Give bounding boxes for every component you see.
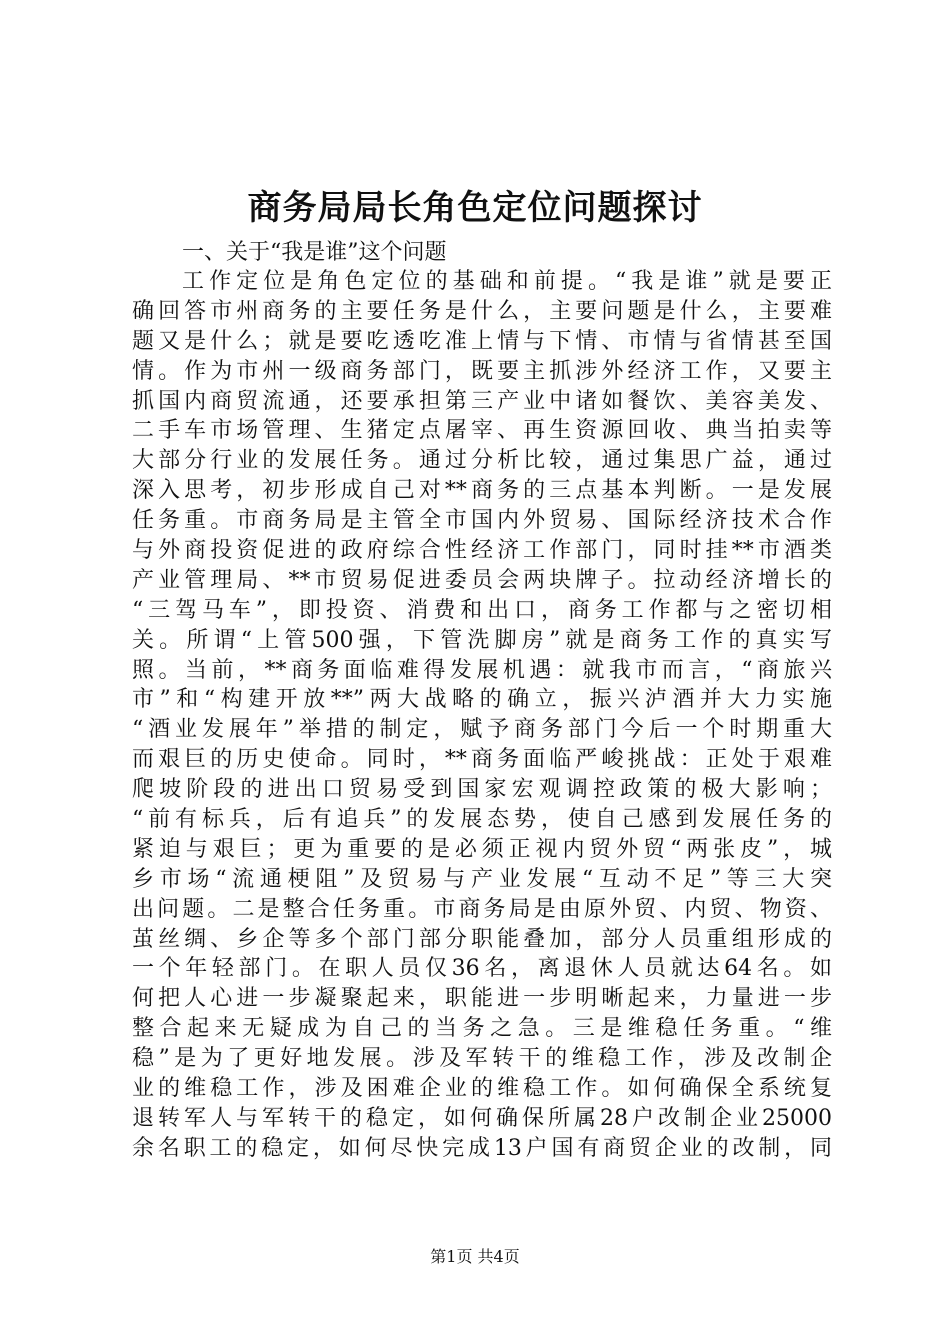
body-line: 产业管理局、**市贸易促进委员会两块牌子。拉动经济增长的: [132, 567, 832, 593]
body-line: 二手车市场管理、生猪定点屠宰、再生资源回收、典当拍卖等: [132, 418, 832, 444]
body-line: 而艰巨的历史使命。同时，**商务面临严峻挑战：正处于艰难: [132, 747, 832, 773]
body-line: 任务重。市商务局是主管全市国内外贸易、国际经济技术合作: [132, 508, 832, 534]
body-line: 情。作为市州一级商务部门，既要主抓涉外经济工作，又要主: [132, 358, 832, 384]
body-line: 关。所谓“上管500强，下管洗脚房”就是商务工作的真实写: [132, 627, 832, 653]
page-footer: 第1页 共4页: [430, 1247, 520, 1266]
body-line: 乡市场“流通梗阻”及贸易与产业发展“互动不足”等三大突: [132, 866, 832, 892]
body-line: “三驾马车”，即投资、消费和出口，商务工作都与之密切相: [132, 597, 832, 623]
body-line: 大部分行业的发展任务。通过分析比较，通过集思广益，通过: [132, 448, 832, 474]
body-paragraph: [132, 267, 832, 1164]
body-line: 抓国内商贸流通，还要承担第三产业中诸如餐饮、美容美发、: [132, 388, 832, 414]
body-line: 与外商投资促进的政府综合性经济工作部门，同时挂**市酒类: [132, 538, 832, 564]
document-title: 商务局局长角色定位问题探讨: [247, 188, 703, 228]
body-line: “酒业发展年”举措的制定，赋予商务部门今后一个时期重大: [132, 717, 832, 743]
body-line: 市”和“构建开放**”两大战略的确立，振兴泸酒并大力实施: [132, 687, 832, 713]
body-line: 出问题。二是整合任务重。市商务局是由原外贸、内贸、物资、: [132, 896, 832, 922]
body-line: “前有标兵，后有追兵”的发展态势，使自己感到发展任务的: [132, 807, 832, 833]
body-line: 深入思考，初步形成自己对**商务的三点基本判断。一是发展: [132, 478, 832, 504]
body-line: 退转军人与军转干的稳定，如何确保所属28户改制企业25000: [132, 1105, 832, 1131]
body-line: 稳”是为了更好地发展。涉及军转干的维稳工作，涉及改制企: [132, 1046, 832, 1072]
body-line: 整合起来无疑成为自己的当务之急。三是维稳任务重。“维: [132, 1016, 832, 1042]
body-line: 一个年轻部门。在职人员仅36名，离退休人员就达64名。如: [132, 956, 832, 982]
body-line: 何把人心进一步凝聚起来，职能进一步明晰起来，力量进一步: [132, 986, 832, 1012]
body-line: 余名职工的稳定，如何尽快完成13户国有商贸企业的改制，同: [132, 1135, 832, 1161]
body-line: 紧迫与艰巨；更为重要的是必须正视内贸外贸“两张皮”，城: [132, 836, 832, 862]
body-line: 业的维稳工作，涉及困难企业的维稳工作。如何确保全系统复: [132, 1076, 832, 1102]
body-line: 确回答市州商务的主要任务是什么，主要问题是什么，主要难: [132, 298, 832, 324]
body-line: 爬坡阶段的进出口贸易受到国家宏观调控政策的极大影响；: [132, 777, 832, 803]
body-line: 照。当前，**商务面临难得发展机遇：就我市而言，“商旅兴: [132, 657, 832, 683]
section-heading: 一、关于“我是谁”这个问题: [182, 240, 447, 265]
body-line: 题又是什么；就是要吃透吃准上情与下情、市情与省情甚至国: [132, 328, 832, 354]
body-line: 茧丝绸、乡企等多个部门部分职能叠加，部分人员重组形成的: [132, 926, 832, 952]
body-line: 工作定位是角色定位的基础和前提。“我是谁”就是要正: [182, 269, 832, 294]
